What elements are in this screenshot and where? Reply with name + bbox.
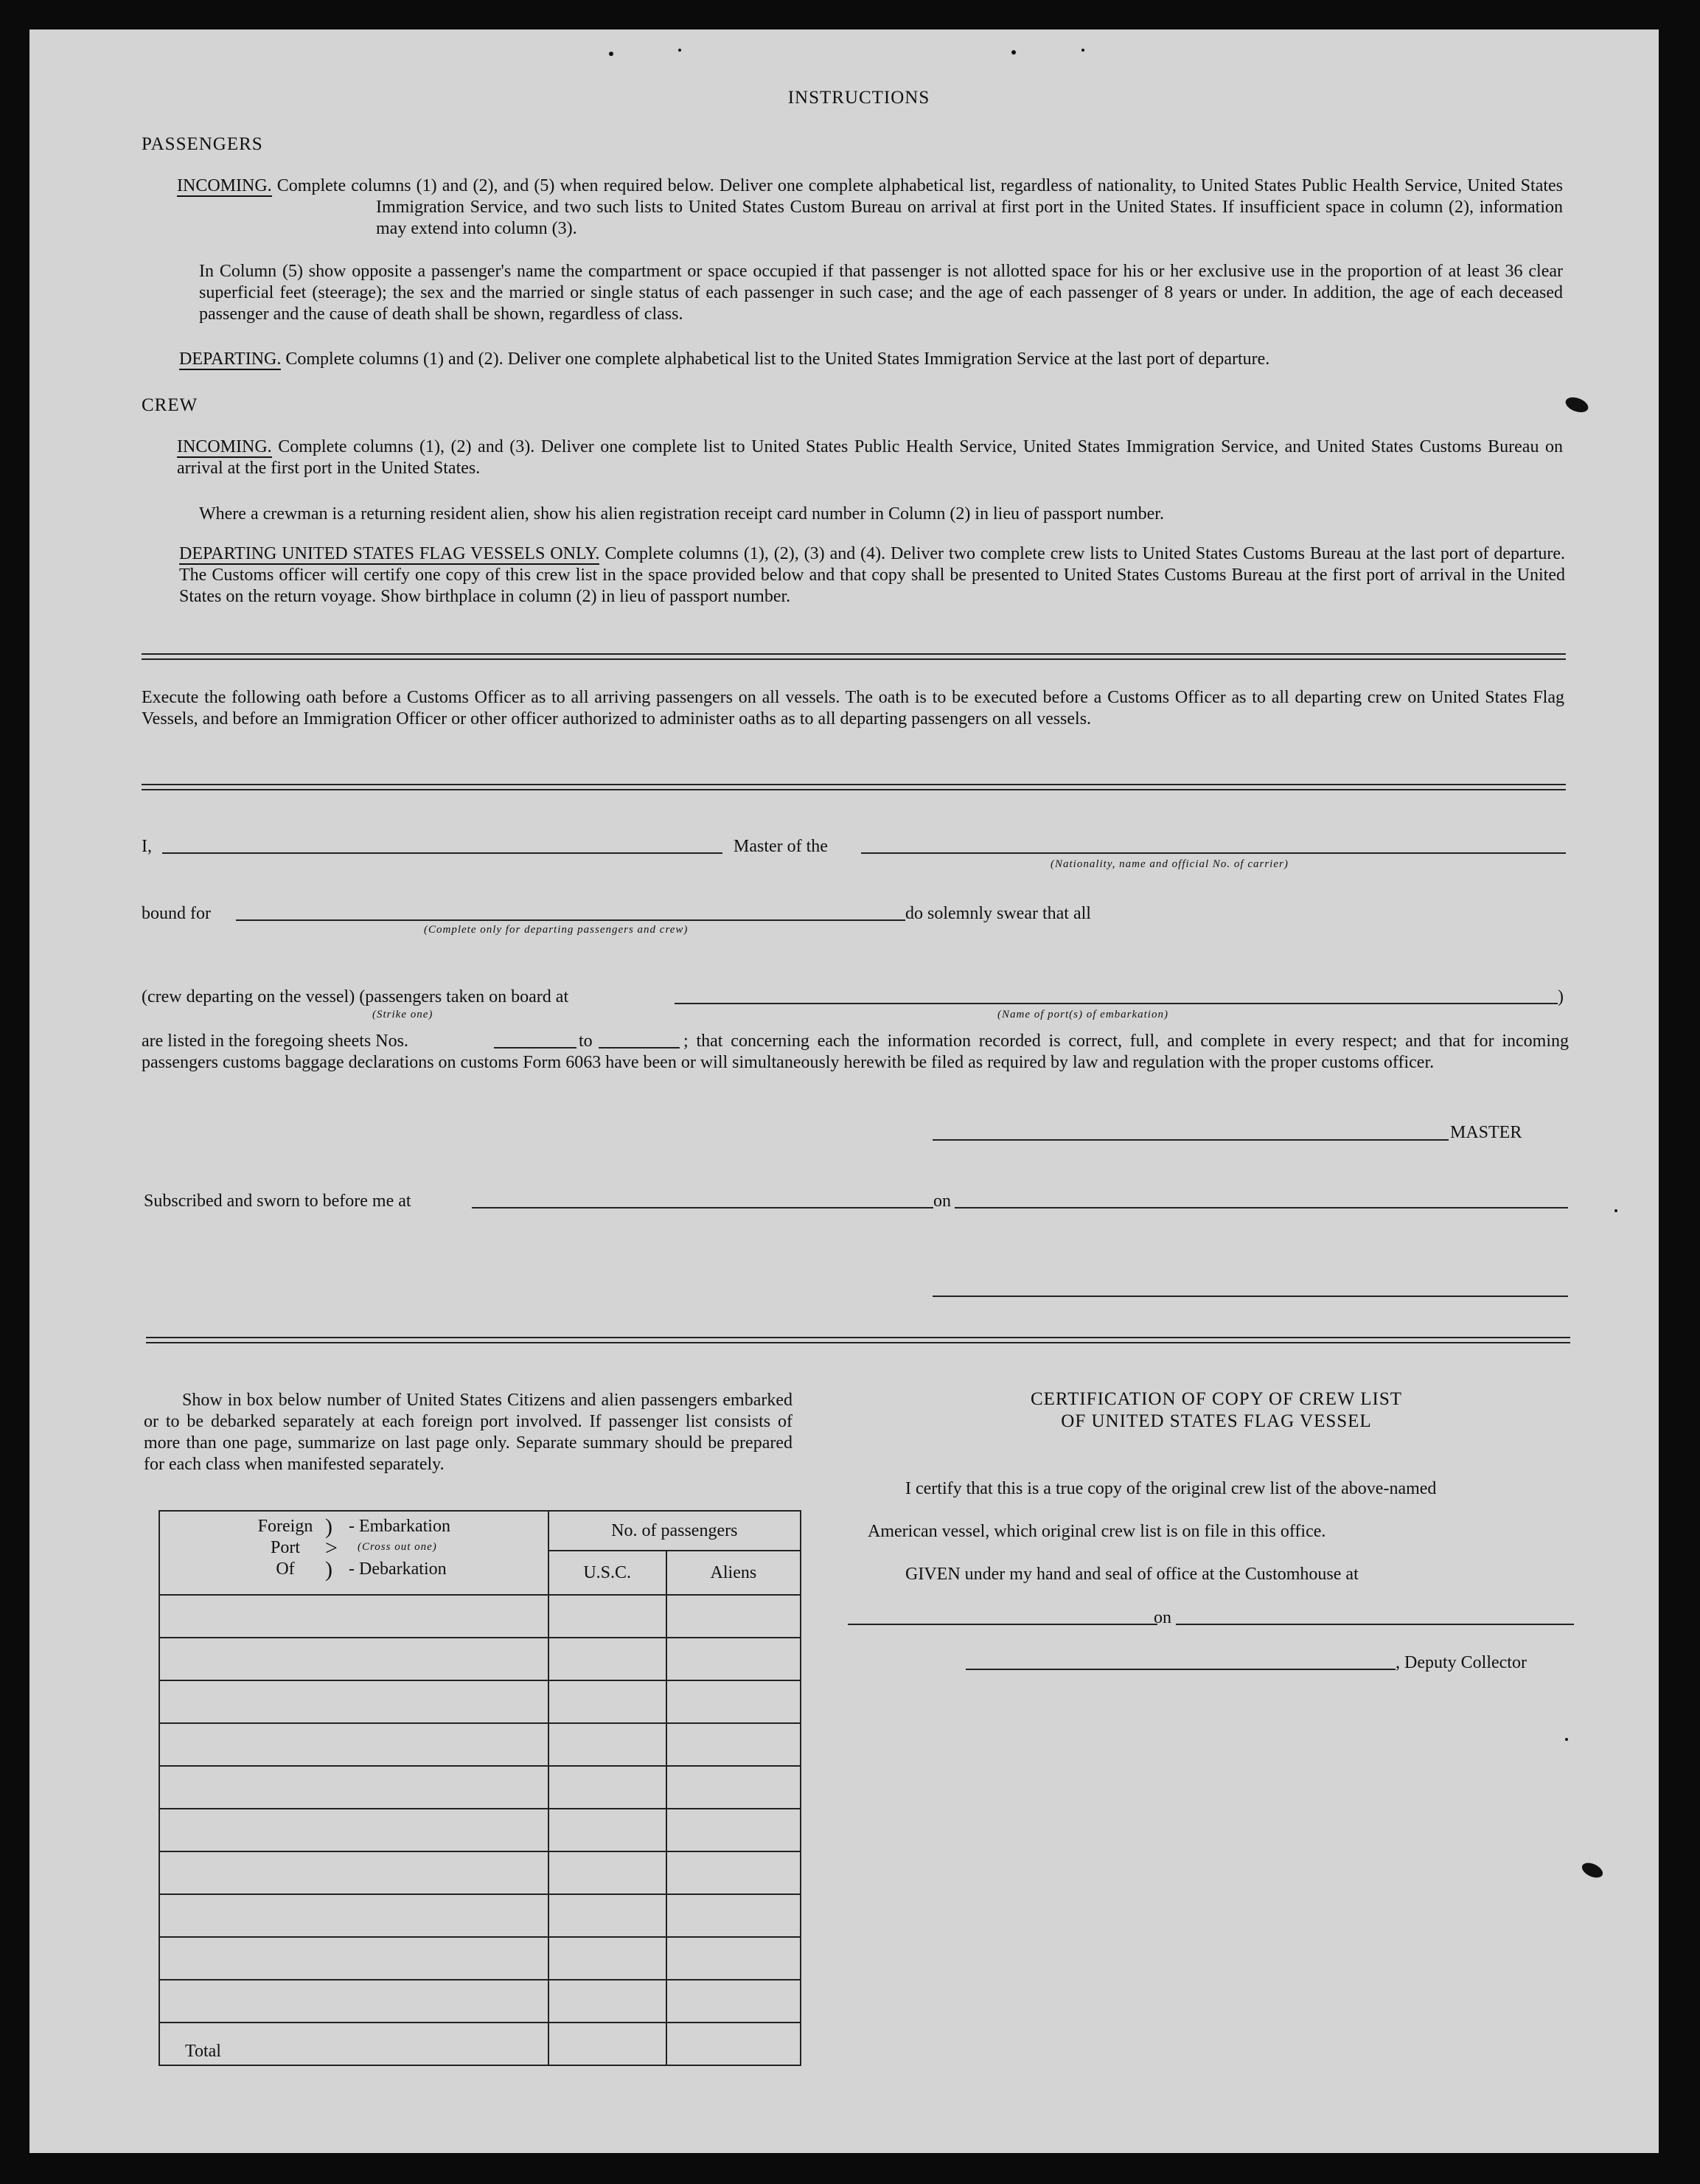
swear-label: do solemnly swear that all (905, 904, 1091, 923)
divider-double (146, 1337, 1570, 1343)
embarkation-label: - Embarkation (349, 1517, 450, 1536)
crew-departing-flag-paragraph (179, 543, 1565, 608)
foreign-port-cell[interactable] (159, 1980, 548, 2023)
passengers-heading: PASSENGERS (142, 134, 263, 154)
oath-instructions: Execute the following oath before a Customs Officer as to all arriving passengers on all vessels. The oath is to be executed before a Customs Officer as to all departing crew on United States Flag Vessels, and before an Immigration Officer or other officer authorized to administer oaths as to all departing passengers on all vessels. (142, 688, 1564, 728)
cross-out-caption: (Cross out one) (358, 1541, 437, 1553)
instructions-title: INSTRUCTIONS (787, 88, 930, 108)
passengers-incoming-label: INCOMING. (177, 176, 272, 195)
table-row (159, 1809, 801, 1851)
usc-cell[interactable] (548, 1809, 666, 1851)
usc-cell[interactable] (548, 1851, 666, 1894)
certification-title-line2: OF UNITED STATES FLAG VESSEL (1061, 1411, 1372, 1431)
passengers-departing-label: DEPARTING. (179, 349, 282, 369)
passengers-departing-text: Complete columns (1) and (2). Deliver one complete alphabetical list to the United States Immigration Service at the last port of departure. (285, 349, 1270, 369)
table-row (159, 1723, 801, 1766)
master-label: MASTER (1450, 1123, 1522, 1142)
embarkation-port-field[interactable] (675, 1003, 1558, 1004)
carrier-field[interactable] (861, 852, 1566, 854)
crew-incoming-label: INCOMING. (177, 437, 272, 456)
foreign-port-header (159, 1511, 548, 1595)
aliens-cell[interactable] (666, 1851, 801, 1894)
ink-blot (1564, 394, 1590, 415)
scan-speck (1565, 1738, 1568, 1741)
oath-statement: ; that concerning each the information recorded is correct, full, and complete in every respect; and that for incoming passengers customs baggage declarations on customs Form 6063 have been or will simultaneously herewith be filed as required by law and regulation with the proper customs officer. (142, 1032, 1569, 1072)
certify-text: I certify that this is a true copy of the original crew list of the above-named (905, 1479, 1437, 1498)
crew-departing-flag-label: DEPARTING UNITED STATES FLAG VESSELS ONLY. (179, 544, 600, 563)
given-text: GIVEN under my hand and seal of office at the Customhouse at (905, 1565, 1359, 1584)
summary-instructions: Show in box below number of United States Citizens and alien passengers embarked or to be debarked separately at each foreign port involved. If passenger list consists of more than one page, summarize on last page only. Separate summary should be prepared for each class when manifested separately. (144, 1391, 792, 1474)
certification-title-line1: CERTIFICATION OF COPY OF CREW LIST (1030, 1389, 1403, 1409)
scan-speck (609, 52, 613, 56)
foreign-port-cell[interactable] (159, 1894, 548, 1937)
scan-speck (1614, 1209, 1617, 1212)
aliens-cell[interactable] (666, 1595, 801, 1638)
aliens-cell[interactable] (666, 1723, 801, 1766)
departing-only-caption: (Complete only for departing passengers and crew) (424, 924, 689, 936)
divider-double (142, 653, 1566, 660)
passengers-column5-paragraph: In Column (5) show opposite a passenger's name the compartment or space occupied if that passenger is not allotted space for his or her exclusive use in the proportion of at least 36 clear superficial feet (steerage); the sex and the married or single status of each passenger in such case; and the age of each passenger of 8 years or under. In addition, the age of each deceased passenger and the cause of death shall be shown, regardless of class. (199, 262, 1563, 324)
foreign-port-cell[interactable] (159, 1937, 548, 1980)
passengers-incoming-text: Complete columns (1) and (2), and (5) when required below. Deliver one complete alphabetical list, regardless of nationality, to United States Public Health Service, United States Immigration Service, and two such lists to United States Custom Bureau on arrival at first port in the United States. If insufficient space in column (2), information may extend into column (3). (276, 176, 1564, 238)
debarkation-label: - Debarkation (349, 1559, 447, 1579)
port-label: Port (270, 1538, 300, 1557)
usc-cell[interactable] (548, 1766, 666, 1809)
subscribed-label: Subscribed and sworn to before me at (144, 1192, 411, 1211)
close-paren: ) (1558, 987, 1564, 1006)
brace-glyph: ) > ) (325, 1514, 338, 1582)
destination-field[interactable] (236, 919, 905, 921)
deputy-signature-field[interactable] (966, 1669, 1396, 1670)
passenger-summary-table (158, 1510, 801, 2066)
usc-cell[interactable] (548, 1894, 666, 1937)
aliens-cell[interactable] (666, 1894, 801, 1937)
crew-departing-label: (crew departing on the vessel) (passengers taken on board at (142, 987, 569, 1006)
master-signature-field[interactable] (933, 1139, 1449, 1141)
crew-resident-alien-paragraph: Where a crewman is a returning resident alien, show his alien registration receipt card number in Column (2) in lieu of passport number. (199, 504, 1164, 524)
usc-cell[interactable] (548, 1723, 666, 1766)
crew-departing-flag-text: Complete columns (1), (2), (3) and (4). Deliver two complete crew lists to United States Customs Bureau at the last port of departure. The Customs officer will certify one copy of this crew list in the space provided below and that copy shall be presented to United States Customs Bureau at the first port of arrival in the United States on the return voyage. Show birthplace in column (2) in lieu of passport number. (179, 544, 1565, 606)
aliens-cell[interactable] (666, 1809, 801, 1851)
crew-incoming-paragraph (177, 437, 1563, 479)
foreign-port-cell[interactable] (159, 1851, 548, 1894)
table-row (159, 1894, 801, 1937)
master-of-the-label: Master of the (734, 837, 828, 856)
aliens-cell[interactable] (666, 1680, 801, 1723)
foreign-port-cell[interactable] (159, 1638, 548, 1680)
cert-on-label: on (1154, 1608, 1171, 1627)
deputy-collector-label: , Deputy Collector (1396, 1653, 1527, 1672)
oath-i-label: I, (142, 837, 152, 856)
total-label: Total (159, 2023, 548, 2065)
listed-in-label: are listed in the foregoing sheets Nos. (142, 1032, 408, 1051)
certification-title (877, 1388, 1556, 1433)
american-vessel-text: American vessel, which original crew list is on file in this office. (868, 1522, 1326, 1541)
usc-cell[interactable] (548, 1595, 666, 1638)
sworn-place-field[interactable] (472, 1207, 933, 1208)
foreign-port-cell[interactable] (159, 1809, 548, 1851)
master-name-field[interactable] (162, 852, 722, 854)
divider-double (142, 784, 1566, 790)
foreign-port-cell[interactable] (159, 1723, 548, 1766)
officer-signature-field[interactable] (933, 1296, 1568, 1297)
document-page (29, 29, 1659, 2153)
usc-cell[interactable] (548, 1638, 666, 1680)
table-row (159, 1851, 801, 1894)
total-aliens-cell[interactable] (666, 2023, 801, 2065)
scan-speck (1081, 49, 1084, 52)
table-row (159, 1766, 801, 1809)
aliens-cell[interactable] (666, 1980, 801, 2023)
table-row (159, 1595, 801, 1638)
usc-cell[interactable] (548, 1937, 666, 1980)
nationality-caption: (Nationality, name and official No. of carrier) (1051, 858, 1289, 870)
to-label: to (579, 1032, 593, 1051)
of-label: Of (276, 1559, 295, 1579)
usc-header: U.S.C. (548, 1551, 666, 1595)
passengers-incoming-paragraph (177, 175, 1563, 240)
foreign-port-cell[interactable] (159, 1680, 548, 1723)
strike-one-caption: (Strike one) (372, 1009, 433, 1020)
usc-cell[interactable] (548, 1980, 666, 2023)
passengers-departing-paragraph (179, 349, 1565, 370)
sworn-date-field[interactable] (955, 1207, 1568, 1208)
table-row (159, 1638, 801, 1680)
no-of-passengers-header: No. of passengers (548, 1511, 801, 1551)
crew-incoming-text: Complete columns (1), (2) and (3). Deliver one complete list to United States Public Health Service, United States Immigration Service, and United States Customs Bureau on arrival at the first port in the United States. (177, 437, 1564, 478)
usc-cell[interactable] (548, 1680, 666, 1723)
on-label: on (933, 1192, 951, 1211)
foreign-label: Foreign (257, 1517, 313, 1536)
scan-speck (1011, 50, 1016, 55)
table-row (159, 1980, 801, 2023)
port-caption: (Name of port(s) of embarkation) (997, 1009, 1168, 1020)
table-row (159, 1680, 801, 1723)
table-row (159, 1937, 801, 1980)
total-usc-cell[interactable] (548, 2023, 666, 2065)
scan-speck (678, 49, 681, 52)
aliens-cell[interactable] (666, 1766, 801, 1809)
customhouse-field[interactable] (848, 1624, 1157, 1625)
aliens-header: Aliens (666, 1551, 801, 1595)
cert-date-field[interactable] (1176, 1624, 1574, 1625)
ink-blot (1580, 1860, 1605, 1880)
crew-heading: CREW (142, 395, 198, 415)
foreign-port-cell[interactable] (159, 1766, 548, 1809)
foreign-port-cell[interactable] (159, 1595, 548, 1638)
aliens-cell[interactable] (666, 1638, 801, 1680)
bound-for-label: bound for (142, 904, 211, 923)
aliens-cell[interactable] (666, 1937, 801, 1980)
